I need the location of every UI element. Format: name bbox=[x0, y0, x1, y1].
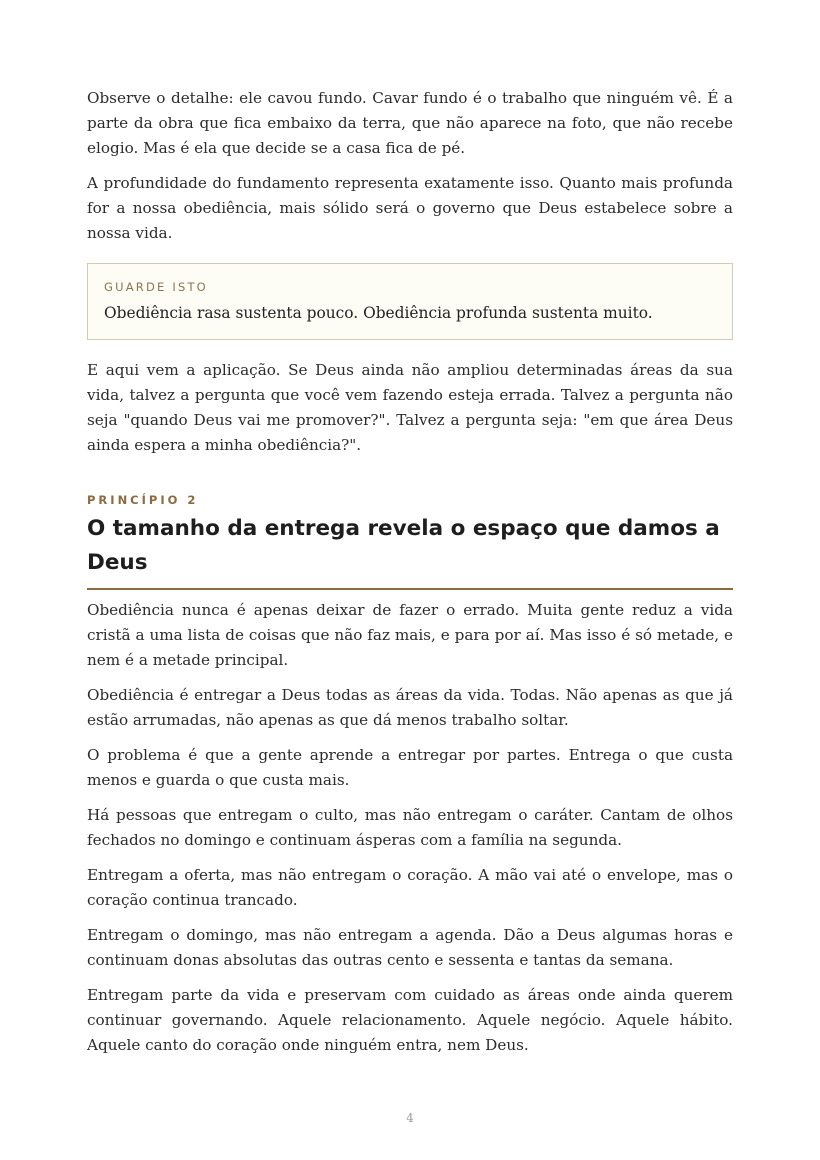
paragraph-surrender-all: Obediência é entregar a Deus todas as áreas da vida. Todas. Não apenas as que já estão arrumadas, não apenas as que dá menos trabalho soltar. bbox=[87, 686, 733, 729]
paragraph-dig-deep: Observe o detalhe: ele cavou fundo. Cavar fundo é o trabalho que ninguém vê. É a parte da obra que fica embaixo da terra, que não aparece na foto, que não recebe elogio. Mas é ela que decide se a casa fica de pé. bbox=[87, 89, 733, 157]
paragraph-preserved-areas: Entregam parte da vida e preservam com cuidado as áreas onde ainda querem continuar governando. Aquele relacionamento. Aquele negócio. Aquele hábito. Aquele canto do coração onde ninguém entra, nem Deus. bbox=[87, 986, 733, 1054]
paragraph-foundation-depth: A profundidade do fundamento representa exatamente isso. Quanto mais profunda for a nossa obediência, mais sólido será o governo que Deus estabelece sobre a nossa vida. bbox=[87, 174, 733, 242]
page-content bbox=[87, 86, 733, 1068]
callout-text: Obediência rasa sustenta pouco. Obediência profunda sustenta muito. bbox=[104, 304, 653, 322]
paragraph-application: E aqui vem a aplicação. Se Deus ainda não ampliou determinadas áreas da sua vida, talvez a pergunta que você vem fazendo esteja errada. Talvez a pergunta não seja "quando Deus vai me promover?". Talvez a pergunta seja: "em que área Deus ainda espera a minha obediência?". bbox=[87, 361, 733, 454]
page-number: 4 bbox=[406, 1111, 414, 1125]
paragraph-worship-character: Há pessoas que entregam o culto, mas não entregam o caráter. Cantam de olhos fechados no domingo e continuam ásperas com a família na segunda. bbox=[87, 806, 733, 849]
paragraph-offering-heart: Entregam a oferta, mas não entregam o coração. A mão vai até o envelope, mas o coração continua trancado. bbox=[87, 866, 733, 909]
section-label: PRINCÍPIO 2 bbox=[87, 493, 199, 507]
callout-box bbox=[87, 263, 733, 340]
section-title: O tamanho da entrega revela o espaço que damos a Deus bbox=[87, 512, 733, 590]
paragraph-surrender-parts: O problema é que a gente aprende a entregar por partes. Entrega o que custa menos e guarda o que custa mais. bbox=[87, 746, 733, 789]
callout-label: GUARDE ISTO bbox=[104, 280, 208, 294]
paragraph-sunday-agenda: Entregam o domingo, mas não entregam a agenda. Dão a Deus algumas horas e continuam donas absolutas das outras cento e sessenta e tantas da semana. bbox=[87, 926, 733, 969]
paragraph-obedience-not-only: Obediência nunca é apenas deixar de fazer o errado. Muita gente reduz a vida cristã a uma lista de coisas que não faz mais, e para por aí. Mas isso é só metade, e nem é a metade principal. bbox=[87, 601, 733, 669]
